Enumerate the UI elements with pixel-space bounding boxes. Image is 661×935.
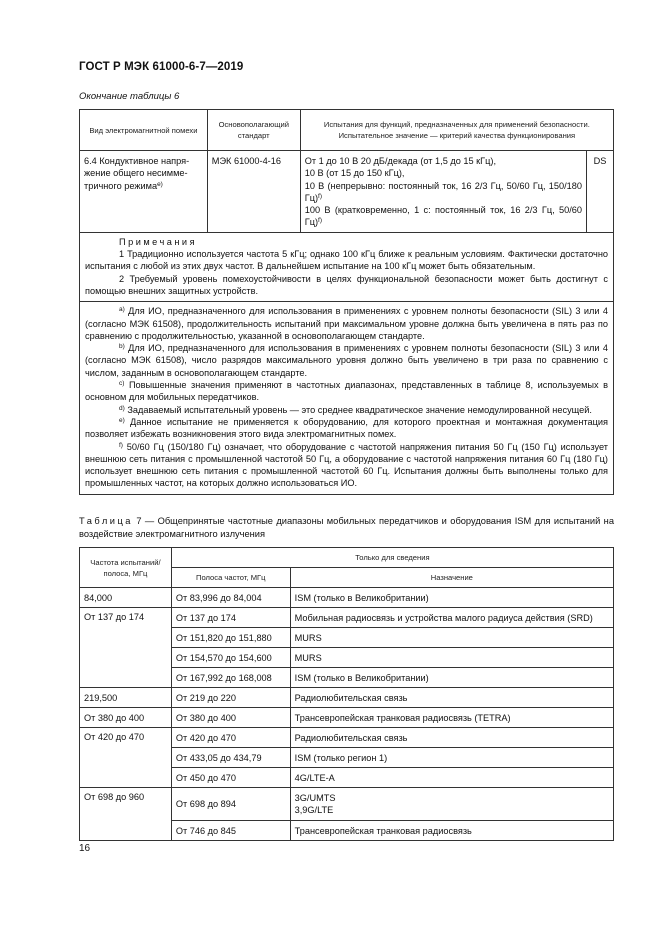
table7-row bbox=[80, 708, 614, 728]
note-item: 2 Требуемый уровень помехоустойчивости в целях функциональной безопасности может быть достигнут с помощью внешних защитных устройств. bbox=[85, 273, 608, 296]
table7-header-band: Полоса частот, МГц bbox=[171, 568, 290, 588]
table7-cell-purpose: MURS bbox=[290, 628, 613, 648]
table7-cell-band: От 83,996 до 84,004 bbox=[171, 588, 290, 608]
table7-cell-band: От 450 до 470 bbox=[171, 768, 290, 788]
page-number: 16 bbox=[79, 843, 91, 854]
table7-cell-purpose: Радиолюбительская связь bbox=[290, 688, 613, 708]
table7-cell-purpose: Трансевропейская транковая радиосвязь bbox=[290, 821, 613, 841]
table7-caption bbox=[79, 515, 614, 541]
table7-cell-purpose: ISM (только регион 1) bbox=[290, 748, 613, 768]
table7-cell-band: От 380 до 400 bbox=[171, 708, 290, 728]
table6-notes bbox=[80, 232, 614, 301]
table6-cell-criterion: DS bbox=[587, 151, 614, 233]
table6-header-standard: Основополагающий стандарт bbox=[207, 110, 300, 151]
note-item: 1 Традиционно используется частота 5 кГц; однако 100 кГц ближе к реальным условиям. Фактически достаточно испытания с любой из этих двух частот. В дальнейшем испытание на 100 кГц может быть обязательным. bbox=[85, 249, 608, 272]
table7-row bbox=[80, 588, 614, 608]
table7-cell-band: От 154,570 до 154,600 bbox=[171, 648, 290, 668]
table6-header-phenomenon: Вид электромагнитной помехи bbox=[80, 110, 208, 151]
table7-cell-band: От 433,05 до 434,79 bbox=[171, 748, 290, 768]
footnote-item: $^{c)}$ Повышенные значения применяют в частотных диапазонах, представленных в таблице 8, используемых в основном для мобильных передатчиков. bbox=[85, 380, 608, 403]
table7-row bbox=[80, 788, 614, 821]
table7-cell-band: От 167,992 до 168,008 bbox=[171, 668, 290, 688]
table6-header-tests-line1: Испытания для функций, предназначенных для применений безопасности. bbox=[323, 120, 590, 129]
test-value-line: От 1 до 10 В 20 дБ/декада (от 1,5 до 15 кГц), bbox=[304, 156, 497, 166]
table7-row bbox=[80, 728, 614, 748]
table6-caption: Окончание таблицы 6 bbox=[79, 91, 180, 102]
table6-header-tests bbox=[300, 110, 613, 151]
table7-row bbox=[80, 608, 614, 628]
table7-caption-text: 7 — Общепринятые частотные диапазоны мобильных передатчиков и оборудования ISM для испытаний на воздействие электромагнитного излучения bbox=[79, 516, 614, 539]
table7-cell-band: От 746 до 845 bbox=[171, 821, 290, 841]
table7-body bbox=[80, 588, 614, 841]
table6-cell-values bbox=[300, 151, 586, 233]
phenomenon-text: 6.4 Кондуктивное напряжение общего несимметричного режима bbox=[84, 156, 190, 191]
table6-cell-standard: МЭК 61000-4-16 bbox=[207, 151, 300, 233]
table6-header-tests-line2: Испытательное значение — критерий качества функционирования bbox=[338, 131, 576, 140]
table7-header-group: Только для сведения bbox=[171, 548, 613, 568]
table7-cell-band: От 151,820 до 151,880 bbox=[171, 628, 290, 648]
table7-cell-frequency: От 380 до 400 bbox=[80, 708, 172, 728]
table7-cell-purpose: 3G/UMTS 3,9G/LTE bbox=[290, 788, 613, 821]
table7-cell-purpose: Радиолюбительская связь bbox=[290, 728, 613, 748]
table7 bbox=[79, 547, 614, 841]
table7-cell-band: От 698 до 894 bbox=[171, 788, 290, 821]
table7-cell-band: От 219 до 220 bbox=[171, 688, 290, 708]
table7-caption-label: Таблица bbox=[79, 516, 133, 526]
table7-cell-frequency: 84,000 bbox=[80, 588, 172, 608]
table7-cell-frequency: От 420 до 470 bbox=[80, 728, 172, 788]
table7-row bbox=[80, 688, 614, 708]
table7-cell-purpose: ISM (только в Великобритании) bbox=[290, 668, 613, 688]
table7-cell-band: От 137 до 174 bbox=[171, 608, 290, 628]
table7-cell-frequency: 219,500 bbox=[80, 688, 172, 708]
document-title: ГОСТ Р МЭК 61000-6-7—2019 bbox=[79, 61, 244, 73]
table6-footnotes bbox=[80, 302, 614, 494]
table7-cell-purpose: ISM (только в Великобритании) bbox=[290, 588, 613, 608]
table7-header-frequency: Частота испытаний/ полоса, МГц bbox=[80, 548, 172, 588]
phenomenon-footnote-mark: e) bbox=[157, 180, 163, 188]
table7-cell-band: От 420 до 470 bbox=[171, 728, 290, 748]
table6 bbox=[79, 109, 614, 495]
table7-cell-purpose: Мобильная радиосвязь и устройства малого радиуса действия (SRD) bbox=[290, 608, 613, 628]
table7-cell-purpose: 4G/LTE-A bbox=[290, 768, 613, 788]
table7-cell-purpose: Трансевропейская транковая радиосвязь (TETRA) bbox=[290, 708, 613, 728]
test-value-line: 100 В (кратковременно, 1 с: постоянный ток, 16 2/3 Гц, 50/60 Гц)$^{f)}$ bbox=[304, 205, 582, 228]
table6-cell-phenomenon bbox=[80, 151, 208, 233]
table7-cell-frequency: От 137 до 174 bbox=[80, 608, 172, 688]
footnote-item: $^{e)}$ Данное испытание не применяется к оборудованию, для которого проектная и монтажная документация позволяет избежать возникновения этого вида электромагнитных помех. bbox=[85, 416, 608, 440]
footnote-item: $^{d)}$ Задаваемый испытательный уровень — это среднее квадратическое значение немодулированной несущей. bbox=[119, 404, 592, 415]
table7-cell-purpose: MURS bbox=[290, 648, 613, 668]
notes-title: Примечания bbox=[119, 236, 198, 247]
test-value-line: 10 В (непрерывно: постоянный ток, 16 2/3 Гц, 50/60 Гц, 150/180 Гц)$^{f)}$ bbox=[304, 180, 582, 203]
table7-header-purpose: Назначение bbox=[290, 568, 613, 588]
footnote-item: $^{f)}$ 50/60 Гц (150/180 Гц) означает, что оборудование с частотой напряжения питания 50 Гц (150 Гц) использует внешнюю сеть питания с промышленной частотой 50 Гц, а оборудование с частотой напряжения питания 60 Гц (180 Гц) использует внешнюю сеть питания с промышленной частотой 60 Гц. Испытания должны быть выполнены только для промышленных частот, на которых должно использоваться ИО. bbox=[85, 441, 608, 489]
test-value-line: 10 В (от 15 до 150 кГц), bbox=[304, 168, 405, 179]
footnote-item: $^{a)}$ Для ИО, предназначенного для использования в применениях с уровнем полноты безопасности (SIL) 3 или 4 (согласно МЭК 61508), продолжительность испытаний при максимальном уровне должна быть увеличена в пять раз по сравнению с продолжительностью, указанной в основополагающем стандарте. bbox=[85, 306, 608, 341]
footnote-item: $^{b)}$ Для ИО, предназначенного для использования в применениях с уровнем полноты безопасности (SIL) 3 или 4 (согласно МЭК 61508), число разрядов максимального уровня должно быть увеличено в три раза по сравнению с числом, заданным в основополагающем стандарте. bbox=[85, 343, 608, 378]
table7-cell-frequency: От 698 до 960 bbox=[80, 788, 172, 841]
